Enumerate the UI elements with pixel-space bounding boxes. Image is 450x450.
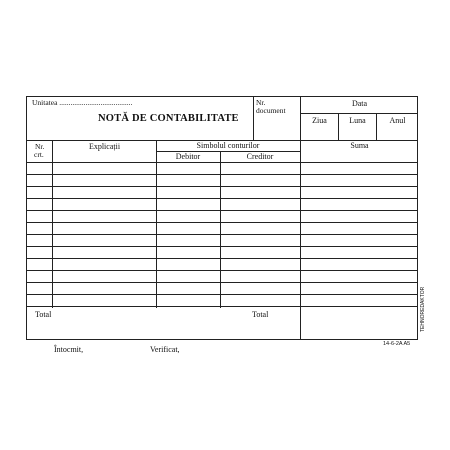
verified-by-label: Verificat, (150, 345, 180, 354)
total-left-label: Total (35, 310, 52, 319)
table-row[interactable] (27, 211, 300, 223)
nr-label: Nr. (35, 142, 45, 151)
table-row[interactable] (27, 151, 300, 163)
sum-cell[interactable] (301, 271, 418, 283)
sum-cell[interactable] (301, 295, 418, 307)
table-row[interactable] (27, 259, 300, 271)
divider (253, 97, 254, 140)
month-label: Luna (349, 116, 366, 125)
table-row[interactable] (27, 295, 300, 307)
debit-header: Debitor (175, 152, 201, 161)
table-row[interactable] (27, 283, 300, 295)
sum-cell[interactable] (301, 259, 418, 271)
day-label: Ziua (312, 116, 327, 125)
date-label: Data (351, 99, 368, 108)
sum-cell[interactable] (301, 247, 418, 259)
total-right-label: Total (252, 310, 269, 319)
accounting-note-form (26, 96, 418, 340)
sum-cell[interactable] (301, 187, 418, 199)
sum-cell[interactable] (301, 163, 418, 175)
table-row[interactable] (27, 223, 300, 235)
table-row[interactable] (27, 247, 300, 259)
side-print-code: TEHNOREDAKTOR (420, 286, 426, 332)
sum-header: Suma (350, 141, 369, 150)
form-code: 14-6-2A A5 (383, 341, 411, 347)
divider (300, 113, 418, 114)
sum-cell[interactable] (301, 223, 418, 235)
form-title: NOTĂ DE CONTABILITATE (98, 113, 239, 124)
sum-cell[interactable] (301, 235, 418, 247)
prepared-by-label: Întocmit, (54, 345, 84, 354)
doc-number-label: Nr. (256, 98, 266, 107)
sum-cell[interactable] (301, 283, 418, 295)
explanations-header: Explicații (88, 142, 121, 151)
doc-number-label-2: document (256, 106, 286, 115)
year-label: Anul (389, 116, 406, 125)
table-row[interactable] (27, 199, 300, 211)
table-row[interactable] (27, 271, 300, 283)
sum-cell[interactable] (301, 211, 418, 223)
credit-header: Creditor (246, 152, 274, 161)
accounts-header: Simbolul conturilor (196, 141, 260, 150)
table-row[interactable] (27, 163, 300, 175)
sum-cell[interactable] (301, 175, 418, 187)
sum-cell[interactable] (301, 151, 418, 163)
crt-label: crt. (34, 150, 44, 159)
sum-cell[interactable] (301, 199, 418, 211)
table-row[interactable] (27, 175, 300, 187)
table-row[interactable] (27, 235, 300, 247)
unit-label: Unitatea ....................................... (32, 98, 133, 107)
table-row[interactable] (27, 187, 300, 199)
